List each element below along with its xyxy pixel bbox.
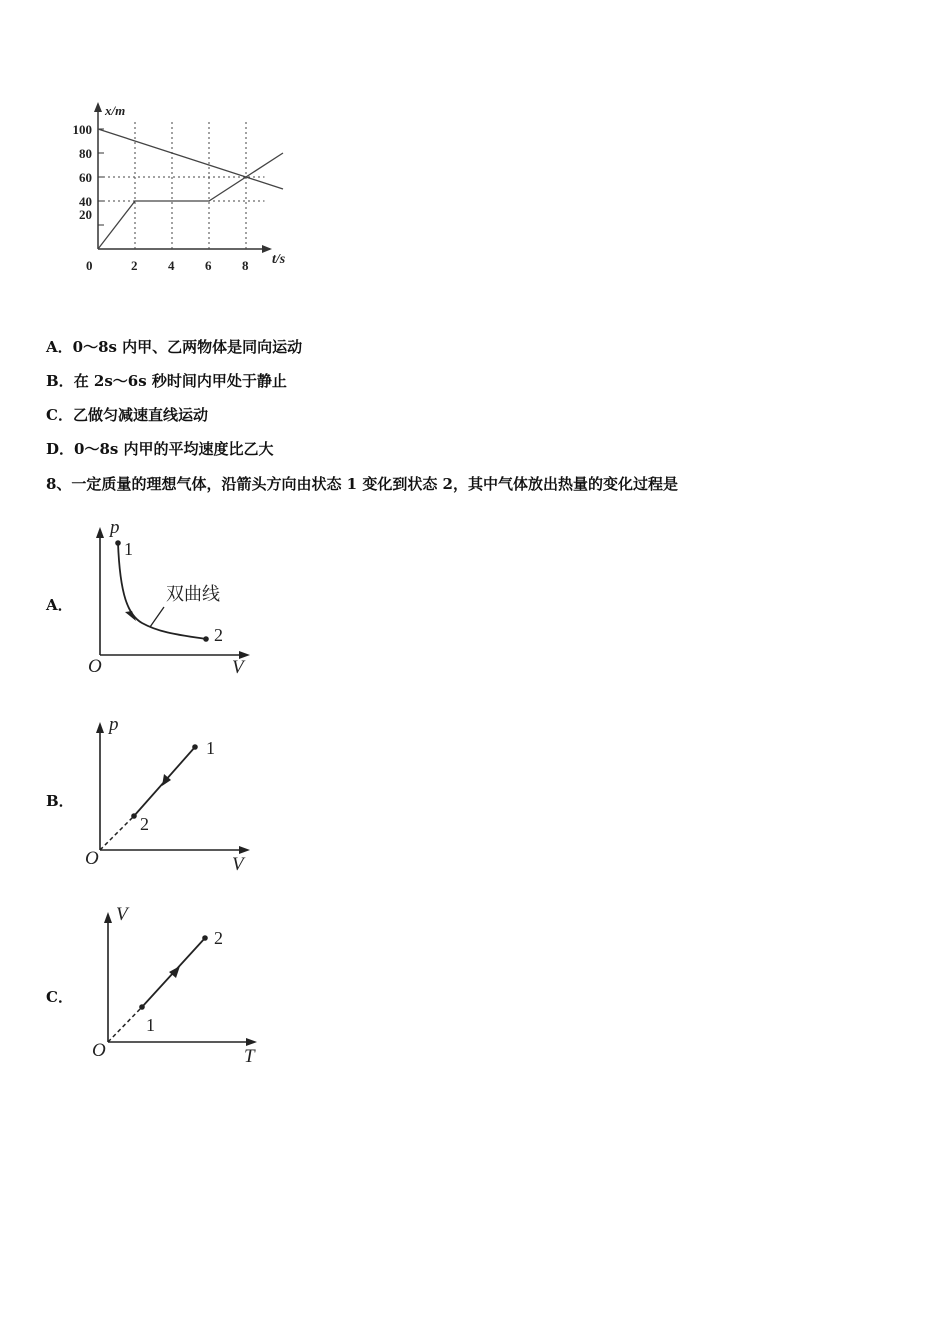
x-axis-arrow [262,245,272,253]
graph-c-point-2-label: 2 [214,928,223,948]
choice-a-label[interactable]: A． [46,596,73,614]
graph-b-x-label: V [232,854,244,875]
graph-a-origin-label: O [88,656,102,677]
question-8-stem: 8、一定质量的理想气体，沿箭头方向由状态 1 变化到状态 2，其中气体放出热量的变化过程是 [46,475,678,493]
graph-a-pv-hyperbola [80,515,270,680]
x-t-graph [60,95,310,285]
option-d[interactable] [46,438,274,459]
graph-c-dashed-extension [108,1007,142,1042]
option-b-label: B． [46,372,74,390]
graph-c-point-1-label: 1 [146,1015,155,1035]
graph-c-vt-line [80,900,270,1070]
option-d-text: 0～8s 内甲的平均速度比乙大 [74,440,274,458]
graph-b-point-2 [131,813,137,819]
option-b-text: 在 2s～6s 秒时间内甲处于静止 [73,372,287,390]
option-b[interactable] [46,370,287,391]
y-tick-label-60: 60 [79,170,92,185]
graph-a-x-label: V [232,657,244,678]
graph-a-point-2-label: 2 [214,625,223,645]
graph-b-x-arrow [239,846,250,854]
series-line-2 [98,153,283,249]
graph-c-point-1 [139,1004,145,1010]
graph-c-y-label: V [116,904,128,925]
x-tick-label-2: 2 [131,258,138,273]
option-c[interactable] [46,404,208,425]
graph-c-x-label: T [244,1046,255,1067]
graph-b-point-1-label: 1 [206,738,215,758]
graph-a-y-label: p [110,517,120,538]
graph-a-y-arrow [96,527,104,538]
graph-a-point-2 [203,636,209,642]
graph-a-point-1 [115,540,121,546]
graph-c-x-arrow [246,1038,257,1046]
graph-b-point-1 [192,744,198,750]
x-axis-label: t/s [272,252,286,267]
series-line-1 [98,129,283,189]
graph-b-pv-line [80,712,270,877]
y-tick-label-20: 20 [79,207,92,222]
graph-c-y-arrow [104,912,112,923]
graph-c-origin-label: O [92,1040,106,1061]
y-axis-label: x/m [105,103,126,118]
graph-b-y-label: p [109,714,119,735]
graph-b-y-arrow [96,722,104,733]
graph-b-point-2-label: 2 [140,814,149,834]
y-tick-label-100: 100 [72,122,92,137]
x-tick-label-0: 0 [86,258,93,273]
choice-b-label[interactable]: B． [46,792,74,810]
graph-b-origin-label: O [85,848,99,869]
option-a-label: A． [46,338,73,356]
option-c-label: C． [46,406,73,424]
x-tick-label-4: 4 [168,258,175,273]
y-tick-label-80: 80 [79,146,92,161]
choice-c-label[interactable]: C． [46,988,73,1006]
graph-a-leader-line [150,607,164,627]
option-a[interactable] [46,336,302,357]
y-axis-arrow [94,102,102,112]
option-a-text: 0～8s 内甲、乙两物体是同向运动 [72,338,303,356]
option-c-text: 乙做匀减速直线运动 [72,406,208,424]
graph-a-curve-label: 双曲线 [166,584,220,605]
graph-b-dashed-extension [100,816,134,850]
x-tick-label-6: 6 [205,258,212,273]
option-d-label: D． [46,440,75,458]
x-tick-label-8: 8 [242,258,249,273]
graph-c-point-2 [202,935,208,941]
y-tick-label-40: 40 [79,194,92,209]
graph-a-point-1-label: 1 [124,539,133,559]
